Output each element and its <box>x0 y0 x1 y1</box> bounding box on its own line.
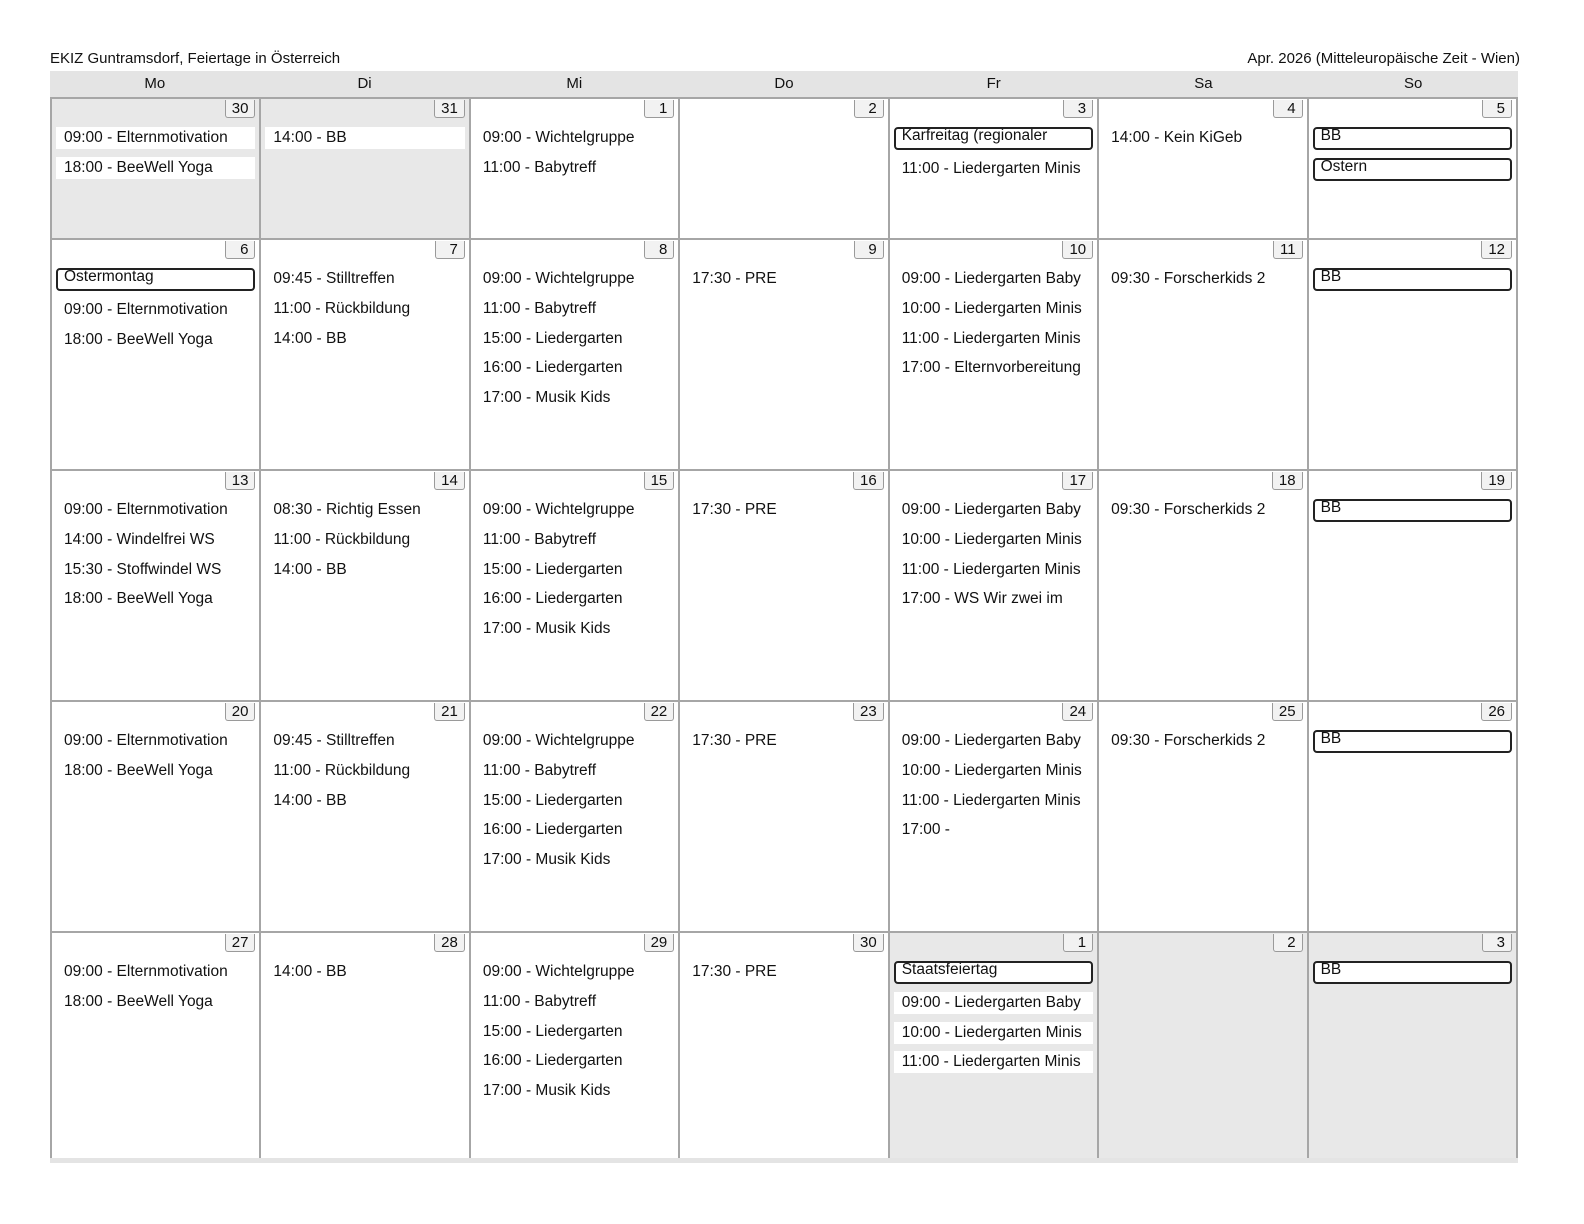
day-number[interactable]: 6 <box>225 241 255 259</box>
event-list <box>475 499 674 648</box>
event-item[interactable]: 15:30 - Stoffwindel WS <box>64 560 222 578</box>
event-item[interactable]: 18:00 - BeeWell Yoga <box>64 761 213 779</box>
event-item[interactable]: 16:00 - Liedergarten <box>482 821 623 839</box>
day-cell[interactable] <box>52 240 261 471</box>
event-item[interactable]: 16:00 - Liedergarten <box>482 359 623 377</box>
event-item[interactable]: 16:00 - Liedergarten <box>482 590 623 608</box>
event-list <box>894 268 1093 387</box>
event-list <box>1313 127 1512 189</box>
day-cell[interactable] <box>261 99 470 240</box>
day-number[interactable]: 12 <box>1481 241 1512 259</box>
day-number[interactable]: 17 <box>1062 472 1093 490</box>
event-item[interactable]: 09:00 - Wichtelgruppe <box>482 963 635 980</box>
day-cell[interactable] <box>261 933 470 1160</box>
day-number[interactable]: 9 <box>854 241 884 259</box>
weekday-mi: Mi <box>566 75 583 92</box>
day-number[interactable]: 4 <box>1273 100 1303 118</box>
event-list <box>56 730 255 790</box>
day-cell[interactable] <box>52 99 261 240</box>
day-cell[interactable] <box>1309 471 1518 702</box>
event-item[interactable]: 11:00 - Liedergarten Minis <box>901 791 1081 809</box>
event-item[interactable]: 11:00 - Rückbildung <box>273 299 411 317</box>
day-number[interactable]: 22 <box>644 703 675 721</box>
day-number[interactable]: 5 <box>1482 100 1512 118</box>
event-item[interactable]: 09:00 - Elternmotivation <box>64 501 228 518</box>
event-list <box>265 961 464 991</box>
event-item[interactable]: 17:00 - WS Wir zwei im <box>901 590 1063 608</box>
event-item[interactable]: 17:00 - Musik Kids <box>482 1082 611 1100</box>
day-number[interactable]: 16 <box>853 472 884 490</box>
day-number[interactable]: 2 <box>1273 934 1303 952</box>
event-list <box>56 268 255 358</box>
day-cell[interactable] <box>890 240 1099 471</box>
day-cell[interactable] <box>1309 933 1518 1160</box>
event-item[interactable]: 09:45 - Stilltreffen <box>273 732 395 749</box>
event-list <box>265 268 464 357</box>
event-item[interactable]: 17:00 - <box>901 821 950 839</box>
event-item[interactable]: 11:00 - Rückbildung <box>273 530 411 548</box>
event-item[interactable]: 08:30 - Richtig Essen <box>273 501 421 518</box>
day-cell[interactable] <box>261 240 470 471</box>
day-number[interactable]: 1 <box>1063 934 1093 952</box>
bottom-bar <box>50 1158 1518 1163</box>
event-list <box>684 961 883 991</box>
day-number[interactable]: 3 <box>1482 934 1512 952</box>
event-item[interactable]: 15:00 - Liedergarten <box>482 791 623 809</box>
event-item[interactable]: 17:30 - PRE <box>692 732 777 749</box>
all-day-event[interactable]: Ostermontag <box>56 268 255 291</box>
day-cell[interactable] <box>1099 933 1308 1160</box>
day-number[interactable]: 20 <box>225 703 256 721</box>
event-item[interactable]: 09:00 - Elternmotivation <box>56 127 255 149</box>
event-item[interactable]: 14:00 - BB <box>273 329 347 347</box>
event-list <box>1103 730 1302 760</box>
event-item[interactable]: 11:00 - Babytreff <box>482 158 597 176</box>
event-item[interactable]: 11:00 - Rückbildung <box>273 761 411 779</box>
event-item[interactable]: 11:00 - Liedergarten Minis <box>901 159 1081 177</box>
day-number[interactable]: 30 <box>853 934 884 952</box>
event-item[interactable]: 18:00 - BeeWell Yoga <box>64 992 213 1010</box>
weekday-mo: Mo <box>144 75 166 92</box>
event-item[interactable]: 11:00 - Babytreff <box>482 530 597 548</box>
event-list <box>894 730 1093 849</box>
day-number[interactable]: 23 <box>853 703 884 721</box>
event-item[interactable]: 17:30 - PRE <box>692 501 777 518</box>
all-day-event[interactable]: Staatsfeiertag <box>894 961 1093 984</box>
weekday-di: Di <box>357 75 372 92</box>
event-item[interactable]: 09:00 - Elternmotivation <box>64 963 228 980</box>
event-item[interactable]: 17:00 - Musik Kids <box>482 620 611 638</box>
event-list <box>265 730 464 819</box>
all-day-event[interactable]: BB <box>1313 268 1512 291</box>
event-list <box>475 268 674 417</box>
day-cell[interactable] <box>261 702 470 933</box>
event-list <box>684 730 883 760</box>
day-number[interactable]: 26 <box>1481 703 1512 721</box>
day-cell[interactable] <box>890 933 1099 1160</box>
event-item[interactable]: 09:00 - Wichtelgruppe <box>482 732 635 749</box>
all-day-event[interactable]: Karfreitag (regionaler <box>894 127 1093 150</box>
event-item[interactable]: 09:00 - Liedergarten Baby <box>901 732 1081 749</box>
day-cell[interactable] <box>1099 471 1308 702</box>
day-number[interactable]: 19 <box>1481 472 1512 490</box>
all-day-event[interactable]: BB <box>1313 127 1512 150</box>
month-label: Apr. 2026 (Mitteleuropäische Zeit - Wien) <box>1247 50 1520 67</box>
event-list <box>1103 268 1302 298</box>
event-item[interactable]: 09:00 - Liedergarten Baby <box>901 270 1081 287</box>
day-cell[interactable] <box>52 471 261 702</box>
day-cell[interactable] <box>52 702 261 933</box>
day-number[interactable]: 24 <box>1062 703 1093 721</box>
event-list <box>265 499 464 588</box>
day-number[interactable]: 7 <box>435 241 465 259</box>
all-day-event[interactable]: BB <box>1313 730 1512 753</box>
event-list <box>475 961 674 1110</box>
event-list <box>1313 730 1512 761</box>
day-cell[interactable] <box>471 240 680 471</box>
event-item[interactable]: 14:00 - BB <box>265 127 464 149</box>
day-number[interactable]: 29 <box>644 934 675 952</box>
day-number[interactable]: 21 <box>434 703 465 721</box>
day-number[interactable]: 10 <box>1062 241 1093 259</box>
event-list <box>1103 499 1302 529</box>
all-day-event[interactable]: BB <box>1313 499 1512 522</box>
event-item[interactable]: 18:00 - BeeWell Yoga <box>64 590 213 608</box>
event-item[interactable]: 09:00 - Liedergarten Baby <box>894 992 1093 1014</box>
day-number[interactable]: 31 <box>434 100 465 118</box>
event-item[interactable]: 10:00 - Liedergarten Minis <box>901 299 1082 317</box>
event-item[interactable]: 16:00 - Liedergarten <box>482 1052 623 1070</box>
day-number[interactable]: 27 <box>225 934 256 952</box>
event-list <box>894 961 1093 1081</box>
event-list <box>894 127 1093 188</box>
event-list <box>1313 961 1512 992</box>
day-cell[interactable] <box>890 702 1099 933</box>
day-cell[interactable] <box>680 933 889 1160</box>
all-day-event[interactable]: Ostern <box>1313 158 1512 181</box>
weekday-do: Do <box>774 75 794 92</box>
event-item[interactable]: 17:00 - Musik Kids <box>482 389 611 407</box>
event-item[interactable]: 17:00 - Musik Kids <box>482 851 611 869</box>
event-item[interactable]: 14:00 - Windelfrei WS <box>64 530 215 548</box>
event-list <box>684 499 883 529</box>
event-item[interactable]: 09:00 - Elternmotivation <box>64 300 228 318</box>
event-item[interactable]: 15:00 - Liedergarten <box>482 560 623 578</box>
day-cell[interactable] <box>471 702 680 933</box>
event-item[interactable]: 09:00 - Wichtelgruppe <box>482 501 635 518</box>
event-item[interactable]: 09:30 - Forscherkids 2 <box>1111 270 1266 287</box>
day-cell[interactable] <box>1309 240 1518 471</box>
day-cell[interactable] <box>680 99 889 240</box>
event-item[interactable]: 10:00 - Liedergarten Minis <box>901 761 1082 779</box>
day-cell[interactable] <box>471 933 680 1160</box>
event-item[interactable]: 09:00 - Wichtelgruppe <box>482 270 635 287</box>
event-item[interactable]: 10:00 - Liedergarten Minis <box>901 530 1082 548</box>
day-cell[interactable] <box>680 702 889 933</box>
event-item[interactable]: 18:00 - BeeWell Yoga <box>56 157 255 179</box>
event-item[interactable]: 11:00 - Liedergarten Minis <box>894 1051 1093 1073</box>
event-item[interactable]: 10:00 - Liedergarten Minis <box>894 1022 1093 1044</box>
event-item[interactable]: 15:00 - Liedergarten <box>482 329 623 347</box>
day-cell[interactable] <box>1099 240 1308 471</box>
weekday-so: So <box>1403 75 1423 92</box>
event-item[interactable]: 17:30 - PRE <box>692 963 777 980</box>
event-item[interactable]: 14:00 - BB <box>273 963 347 980</box>
event-item[interactable]: 14:00 - Kein KiGeb <box>1111 129 1243 146</box>
day-cell[interactable] <box>1099 99 1308 240</box>
day-cell[interactable] <box>261 471 470 702</box>
day-cell[interactable] <box>890 99 1099 240</box>
event-item[interactable]: 11:00 - Babytreff <box>482 761 597 779</box>
event-item[interactable]: 18:00 - BeeWell Yoga <box>64 330 213 348</box>
day-cell[interactable] <box>890 471 1099 702</box>
day-number[interactable]: 25 <box>1272 703 1303 721</box>
event-list <box>1313 499 1512 530</box>
day-number[interactable]: 1 <box>644 100 674 118</box>
event-list <box>475 127 674 187</box>
event-item[interactable]: 11:00 - Liedergarten Minis <box>901 560 1081 578</box>
day-cell[interactable] <box>471 99 680 240</box>
month-grid <box>50 97 1518 1158</box>
day-cell[interactable] <box>52 933 261 1160</box>
day-number[interactable]: 30 <box>225 100 256 118</box>
event-list <box>684 268 883 298</box>
event-item[interactable]: 17:30 - PRE <box>692 270 777 287</box>
calendar-title: EKIZ Guntramsdorf, Feiertage in Österreich <box>50 50 341 67</box>
day-cell[interactable] <box>1309 99 1518 240</box>
day-cell[interactable] <box>1099 702 1308 933</box>
event-item[interactable]: 09:45 - Stilltreffen <box>273 270 395 287</box>
event-item[interactable]: 09:00 - Liedergarten Baby <box>901 501 1081 518</box>
day-number[interactable]: 18 <box>1272 472 1303 490</box>
event-item[interactable]: 09:00 - Elternmotivation <box>64 732 228 749</box>
day-cell[interactable] <box>471 471 680 702</box>
day-number[interactable]: 28 <box>434 934 465 952</box>
weekday-fr: Fr <box>986 75 1001 92</box>
event-item[interactable]: 17:00 - Elternvorbereitung <box>901 359 1081 377</box>
day-number[interactable]: 15 <box>644 472 675 490</box>
day-number[interactable]: 11 <box>1273 241 1303 259</box>
event-item[interactable]: 11:00 - Liedergarten Minis <box>901 329 1081 347</box>
day-number[interactable]: 2 <box>854 100 884 118</box>
event-list <box>1103 127 1302 157</box>
event-list <box>56 127 255 187</box>
event-list <box>475 730 674 879</box>
event-item[interactable]: 14:00 - BB <box>273 560 347 578</box>
event-item[interactable]: 09:00 - Wichtelgruppe <box>482 129 635 146</box>
event-list <box>1313 268 1512 299</box>
day-number[interactable]: 8 <box>644 241 674 259</box>
day-cell[interactable] <box>680 471 889 702</box>
event-item[interactable]: 09:30 - Forscherkids 2 <box>1111 732 1266 749</box>
event-list <box>894 499 1093 618</box>
day-cell[interactable] <box>1309 702 1518 933</box>
event-list <box>265 127 464 157</box>
event-item[interactable]: 15:00 - Liedergarten <box>482 1022 623 1040</box>
day-number[interactable]: 13 <box>225 472 256 490</box>
event-list <box>56 499 255 618</box>
day-cell[interactable] <box>680 240 889 471</box>
event-list <box>56 961 255 1021</box>
day-number[interactable]: 14 <box>434 472 465 490</box>
weekday-header <box>50 71 1518 97</box>
event-item[interactable]: 11:00 - Babytreff <box>482 299 597 317</box>
event-item[interactable]: 14:00 - BB <box>273 791 347 809</box>
weekday-sa: Sa <box>1194 75 1213 92</box>
day-number[interactable]: 3 <box>1063 100 1093 118</box>
event-item[interactable]: 09:30 - Forscherkids 2 <box>1111 501 1266 518</box>
event-item[interactable]: 11:00 - Babytreff <box>482 992 597 1010</box>
all-day-event[interactable]: BB <box>1313 961 1512 984</box>
